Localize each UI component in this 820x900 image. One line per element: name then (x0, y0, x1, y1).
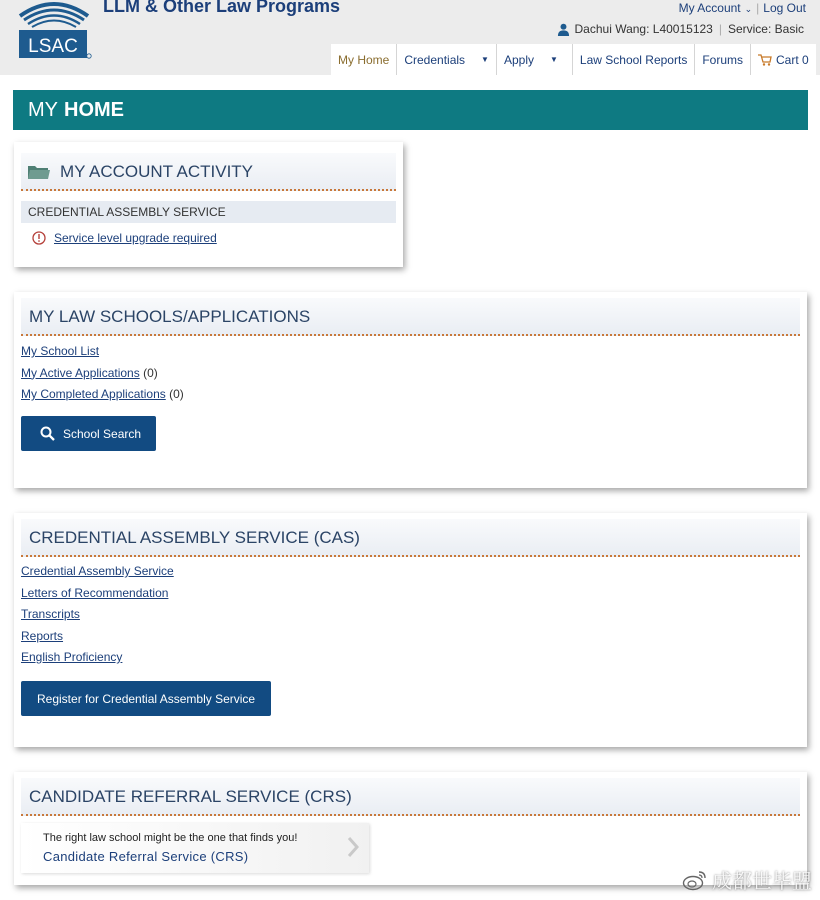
site-header (0, 0, 820, 75)
chevron-down-icon[interactable]: ⌄ (744, 4, 753, 14)
my-account-link[interactable]: My Account (678, 1, 741, 15)
active-applications-link[interactable]: My Active Applications (21, 365, 140, 380)
cas-panel (14, 513, 807, 747)
transcripts-link[interactable]: Transcripts (21, 607, 80, 621)
service-level: Service: Basic (727, 22, 804, 36)
english-proficiency-link[interactable]: English Proficiency (21, 650, 123, 664)
panel-heading (21, 153, 396, 191)
caret-down-icon: ▼ (550, 55, 558, 64)
page-title (13, 90, 808, 130)
panel-title: CREDENTIAL ASSEMBLY SERVICE (CAS) (29, 528, 360, 547)
nav-label: Credentials (404, 52, 466, 67)
cas-links (21, 561, 174, 669)
user-icon (557, 23, 570, 36)
nav-label: Apply (503, 52, 534, 67)
completed-applications-link[interactable]: My Completed Applications (21, 387, 166, 401)
account-activity-panel (14, 142, 403, 267)
nav-label: Forums (702, 52, 743, 67)
watermark-text: 成都世毕盟 (712, 871, 812, 893)
weibo-icon (682, 869, 708, 891)
panel-title: MY ACCOUNT ACTIVITY (60, 162, 254, 181)
caret-down-icon: ▼ (481, 55, 489, 64)
upgrade-required-link[interactable]: Service level upgrade required (54, 231, 217, 245)
nav-law-school-reports[interactable] (572, 44, 694, 75)
crs-promo-card[interactable] (21, 823, 369, 873)
nav-credentials[interactable] (396, 44, 496, 75)
alert-item (32, 231, 217, 245)
law-schools-panel (14, 292, 807, 488)
law-school-links (21, 341, 184, 406)
nav-cart[interactable] (750, 44, 816, 75)
completed-count: (0) (169, 387, 184, 401)
search-icon (40, 426, 55, 441)
logo-text: LSAC (28, 36, 78, 57)
log-out-link[interactable]: Log Out (763, 1, 806, 15)
nav-my-home[interactable] (331, 44, 396, 75)
active-count: (0) (143, 365, 158, 380)
page-title-light: MY (28, 98, 58, 121)
cart-icon (758, 54, 772, 66)
alert-icon (32, 231, 46, 245)
letters-of-recommendation-link[interactable]: Letters of Recommendation (21, 585, 169, 600)
button-label: School Search (63, 426, 142, 441)
site-title: LLM & Other Law Programs (103, 0, 341, 16)
cas-link[interactable]: Credential Assembly Service (21, 564, 174, 578)
folder-icon (28, 165, 50, 179)
user-name: Dachui Wang: L40015123 (574, 22, 713, 36)
school-list-link[interactable]: My School List (21, 344, 100, 358)
nav-forums[interactable] (694, 44, 750, 75)
chevron-right-icon (345, 835, 361, 859)
divider: | (756, 1, 760, 15)
reports-link[interactable]: Reports (21, 628, 64, 643)
panel-heading (21, 778, 800, 816)
nav-label: Cart 0 (775, 52, 809, 67)
crs-tagline: The right law school might be the one that finds you! (43, 832, 298, 844)
utility-links (679, 1, 806, 15)
user-info (557, 22, 804, 36)
panel-heading (21, 519, 800, 557)
divider: | (718, 22, 722, 36)
page-title-bold: HOME (64, 98, 124, 121)
section-label: CREDENTIAL ASSEMBLY SERVICE (21, 201, 396, 223)
panel-title: MY LAW SCHOOLS/APPLICATIONS (29, 307, 311, 326)
lsac-logo[interactable] (16, 0, 92, 60)
crs-title: Candidate Referral Service (CRS) (43, 849, 249, 864)
panel-title: CANDIDATE REFERRAL SERVICE (CRS) (29, 787, 352, 806)
register-cas-button[interactable]: Register for Credential Assembly Service (21, 681, 271, 716)
watermark (682, 865, 812, 894)
nav-apply[interactable] (496, 44, 572, 75)
nav-label: My Home (338, 52, 390, 67)
main-nav (331, 44, 816, 75)
nav-label: Law School Reports (579, 52, 688, 67)
panel-heading (21, 298, 800, 336)
school-search-button[interactable] (21, 416, 156, 451)
